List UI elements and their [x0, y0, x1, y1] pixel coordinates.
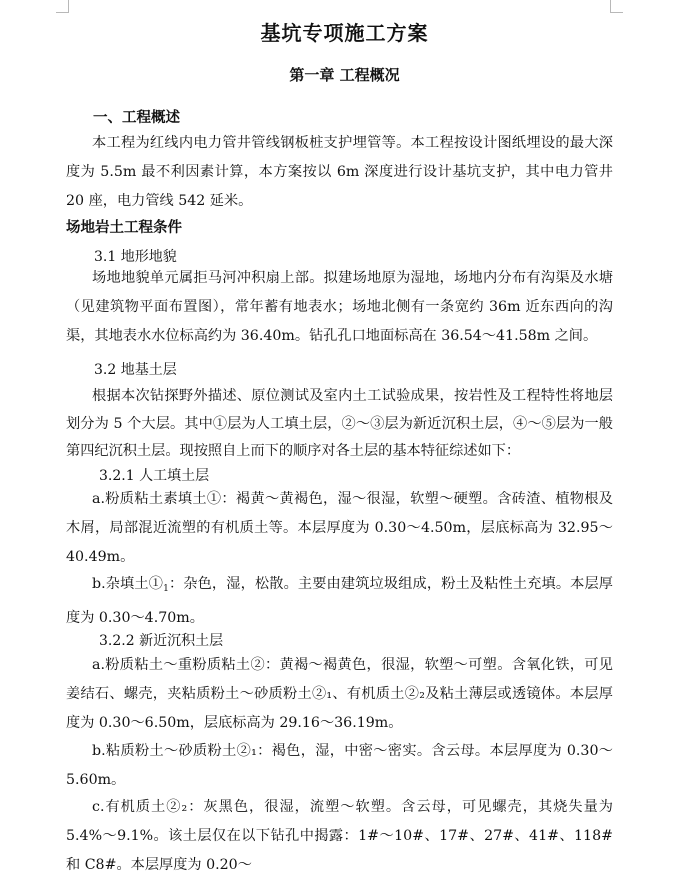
section-heading-site-conditions: 场地岩土工程条件 [66, 219, 182, 236]
paragraph-a1: a.粉质粘土素填土①：褐黄～黄褐色，湿～很湿，软塑～硬塑。含砖渣、植物根及木屑，局部混近流塑的有机质土等。本层厚度为 0.30～4.50m，层底标高为 32.95～40.49m。 [66, 491, 613, 566]
paragraph-3-2: 根据本次钻探野外描述、原位测试及室内土工试验成果，按岩性及工程特性将地层划分为 5 个大层。其中①层为人工填土层，②～③层为新近沉积土层，④～⑤层为一般第四纪沉积土层。现按照自上而下的顺序对各土层的基本特征综述如下： [66, 388, 613, 459]
paragraph-c2: c.有机质土②₂：灰黑色，很湿，流塑～软塑。含云母，可见螺壳，其烧失量为 5.4%～9.1%。该土层仅在以下钻孔中揭露：1#～10#、17#、27#、41#、118#和 C8#。本层厚度为 0.20～ [66, 799, 613, 874]
chapter-heading: 第一章 工程概况 [289, 66, 400, 84]
paragraph-3-1: 场地地貌单元属拒马河冲积扇上部。拟建场地原为湿地，场地内分布有沟渠及水塘（见建筑物平面布置图），常年蓄有地表水；场地北侧有一条宽约 36m 近东西向的沟渠，其地表水水位标高约为 36.40m。钻孔孔口地面标高在 36.54～41.58m 之间。 [66, 270, 613, 345]
paragraph-b1-post: ：杂色，湿，松散。主要由建筑垃圾组成，粉土及粘性土充填。本层厚度为 0.30～4.70m。 [66, 576, 613, 627]
paragraph-b1 [66, 570, 613, 633]
paragraph-a2: a.粉质粘土～重粉质粘土②：黄褐～褐黄色，很湿，软塑～可塑。含氧化铁，可见姜结石、螺壳，夹粘质粉土～砂质粉土②₁、有机质土②₂及粘土薄层或透镜体。本层厚度为 0.30～6.50m，层底标高为 29.16～36.19m。 [66, 657, 613, 732]
document-title: 基坑专项施工方案 [260, 21, 429, 45]
subheading-3-2-1: 3.2.1 人工填土层 [99, 468, 210, 484]
subheading-3-1: 3.1 地形地貌 [94, 249, 177, 265]
paragraph-b2: b.粘质粉土～砂质粉土②₁：褐色，湿，中密～密实。含云母。本层厚度为 0.30～5.60m。 [66, 743, 613, 789]
crop-mark-top-right [610, 0, 623, 13]
subheading-3-2: 3.2 地基土层 [94, 362, 177, 378]
paragraph-b1-subscript: 1 [163, 584, 169, 594]
overview-paragraph: 本工程为红线内电力管井管线钢板桩支护埋管等。本工程按设计图纸埋设的最大深度为 5.5m 最不利因素计算，本方案按以 6m 深度进行设计基坑支护，其中电力管井 20 座，电力管线 542 延米。 [66, 135, 613, 210]
section-heading-overview: 一、工程概述 [93, 109, 180, 126]
subheading-3-2-2: 3.2.2 新近沉积土层 [99, 633, 224, 649]
paragraph-b1-pre: b.杂填土① [92, 576, 164, 592]
crop-mark-top-left [56, 0, 69, 13]
